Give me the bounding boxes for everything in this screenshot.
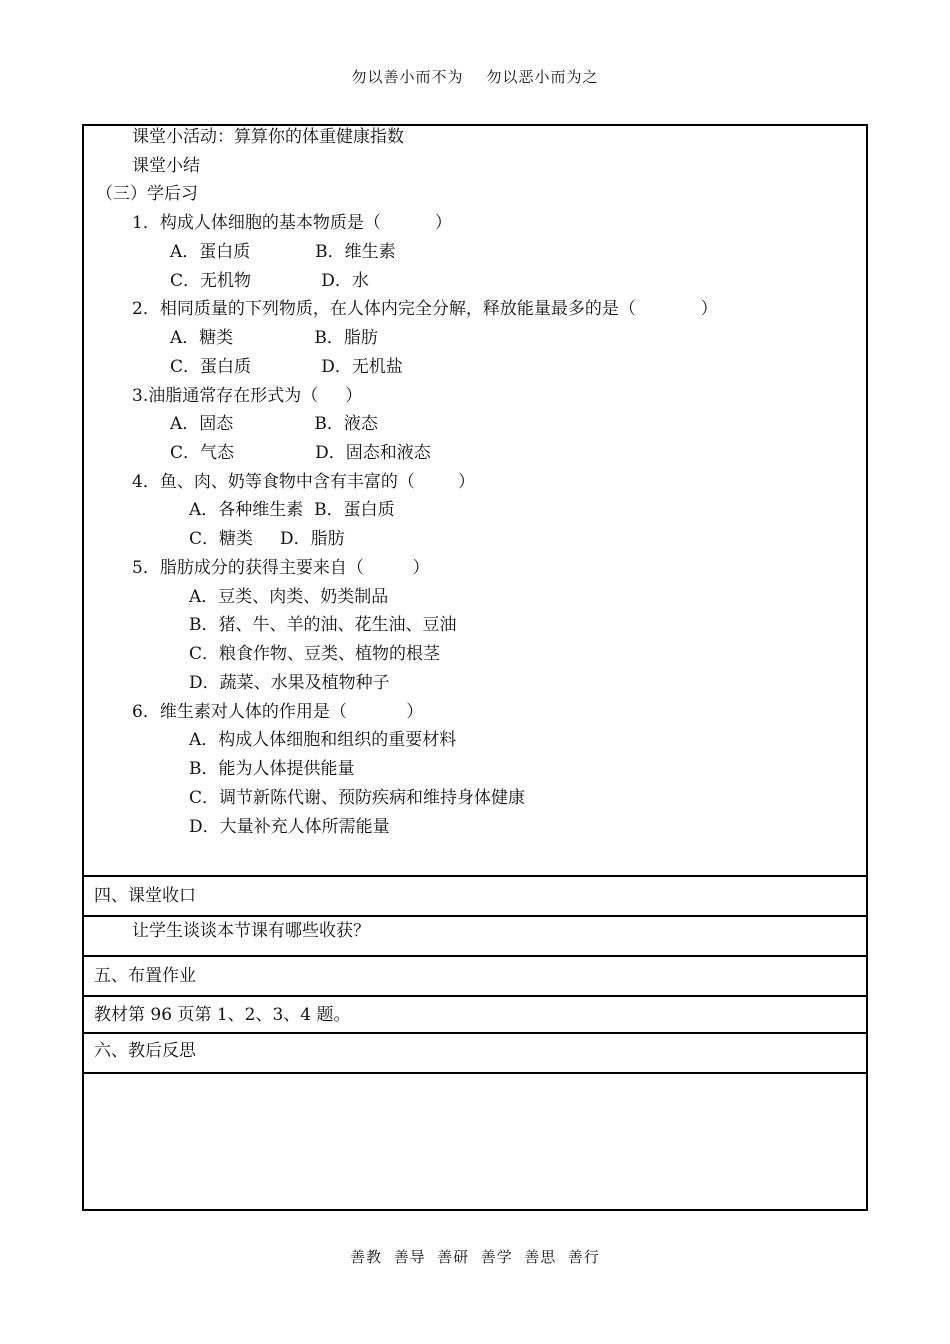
question-5-option: D．蔬菜、水果及植物种子 [189, 673, 390, 693]
question-3-option: C．气态 D．固态和液态 [170, 443, 431, 463]
header-motto: 勿以善小而不为 勿以恶小而为之 [351, 68, 599, 86]
question-4-stem: 4．鱼、肉、奶等食物中含有丰富的（ ） [132, 472, 476, 492]
question-6-stem: 6．维生素对人体的作用是（ ） [132, 702, 424, 722]
question-4-option: C．糖类 D．脂肪 [189, 529, 345, 549]
section-6-content-cell [84, 1072, 866, 1209]
question-1-option: C．无机物 D．水 [170, 271, 369, 291]
question-5-option: B．猪、牛、羊的油、花生油、豆油 [189, 615, 457, 635]
section-6-title-cell [84, 1032, 866, 1072]
section-4-content-cell [84, 915, 866, 955]
section-5-title-cell [84, 955, 866, 995]
section-3-cell [84, 126, 866, 875]
section-4-title-cell [84, 875, 866, 915]
question-5-stem: 5．脂肪成分的获得主要来自（ ） [132, 558, 430, 578]
lesson-plan-table [82, 124, 868, 1211]
question-1-option: A．蛋白质 B．维生素 [170, 242, 396, 262]
question-6-option: C．调节新陈代谢、预防疾病和维持身体健康 [189, 788, 526, 808]
summary-line: 课堂小结 [132, 156, 200, 176]
question-3-stem: 3.油脂通常存在形式为（ ） [132, 386, 363, 406]
question-6-option: A．构成人体细胞和组织的重要材料 [189, 730, 457, 750]
section-4-content: 让学生谈谈本节课有哪些收获？ [132, 921, 370, 941]
question-5-option: C．粮食作物、豆类、植物的根茎 [189, 644, 441, 664]
section-5-content-cell [84, 995, 866, 1032]
question-6-option: B．能为人体提供能量 [189, 759, 355, 779]
section-5-content: 教材第 96 页第 1、2、3、4 题。 [94, 1005, 351, 1025]
question-4-option: A．各种维生素 B．蛋白质 [189, 500, 395, 520]
question-1-stem: 1．构成人体细胞的基本物质是（ ） [132, 213, 452, 233]
question-6-option: D．大量补充人体所需能量 [189, 817, 390, 837]
question-2-option: A．糖类 B．脂肪 [170, 328, 378, 348]
activity-line: 课堂小活动：算算你的体重健康指数 [132, 127, 404, 147]
question-2-stem: 2．相同质量的下列物质，在人体内完全分解，释放能量最多的是（ ） [132, 299, 718, 319]
section-6-title: 六、教后反思 [94, 1041, 196, 1061]
question-2-option: C．蛋白质 D．无机盐 [170, 357, 403, 377]
question-3-option: A．固态 B．液态 [170, 414, 378, 434]
footer-motto: 善教 善导 善研 善学 善思 善行 [350, 1248, 600, 1266]
section-4-title: 四、课堂收口 [94, 886, 196, 906]
section-5-title: 五、布置作业 [94, 966, 196, 986]
section-3-title: （三）学后习 [96, 184, 198, 204]
question-5-option: A．豆类、肉类、奶类制品 [189, 587, 389, 607]
